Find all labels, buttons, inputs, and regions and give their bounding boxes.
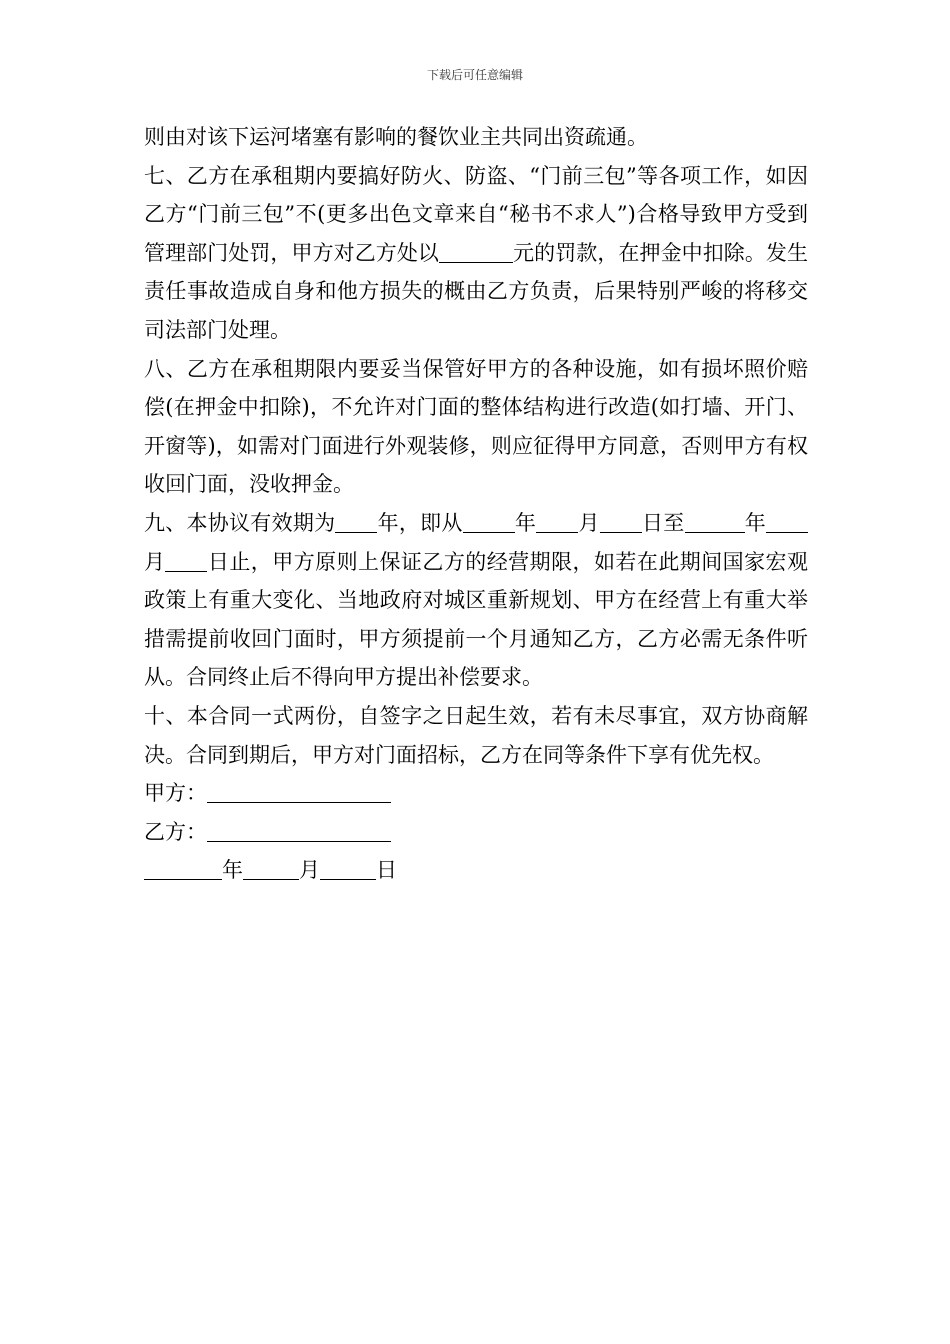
party-b-label: 乙方： [144,819,207,844]
party-b-signature [144,813,808,852]
sign-year-blank[interactable] [144,858,222,880]
term-years-blank[interactable] [335,511,377,533]
signing-date [144,851,808,890]
start-day-blank[interactable] [600,511,642,533]
end-year-blank[interactable] [685,511,745,533]
clause-9-text-h: 日止，甲方原则上保证乙方的经营期限，如若在此期间国家宏观政策上有重大变化、当地政府对城区重新规划、甲方在经营上有重大举措需提前收回门面时，甲方须提前一个月通知乙方，乙方必需无条件听从。合同终止后不得向甲方提出补偿要求。 [144,549,809,690]
clause-8 [144,350,808,504]
clause-9-text-g: 月 [144,549,166,574]
party-b-signature-blank[interactable] [207,820,391,842]
start-month-blank[interactable] [536,511,578,533]
clause-9-text-b: 年，即从 [377,510,463,535]
contract-body [144,118,808,890]
end-month-blank[interactable] [766,511,808,533]
start-year-blank[interactable] [463,511,515,533]
sign-year-label: 年 [222,858,243,883]
paragraph-continuation [144,118,808,157]
clause-7-text-b: 元的罚款，在押金中扣除。发生责任事故造成自身和他方损失的概由乙方负责，后果特别严峻的将移交司法部门处理。 [144,240,808,342]
clause-9-text-c: 年 [514,510,537,535]
party-a-label: 甲方： [144,781,207,806]
clause-8-text: 八、乙方在承租期限内要妥当保管好甲方的各种设施，如有损坏照价赔偿(在押金中扣除)，不允许对门面的整体结构进行改造(如打墙、开门、开窗等)，如需对门面进行外观装修，则应征得甲方同意，否则甲方有权收回门面，没收押金。 [144,356,808,497]
sign-day-label: 日 [376,858,397,883]
clause-9-text-e: 日至 [641,510,685,535]
fine-amount-blank[interactable] [439,241,513,263]
paragraph-text: 则由对该下运河堵塞有影响的餐饮业主共同出资疏通。 [144,125,648,149]
clause-9-text-d: 月 [578,510,600,535]
clause-10 [144,697,808,774]
party-a-signature [144,774,808,813]
clause-9 [144,504,808,697]
page-header: 下载后可任意编辑 [426,68,523,82]
clause-9-text-f: 年 [744,510,767,535]
sign-month-blank[interactable] [243,858,299,880]
end-day-blank[interactable] [165,550,207,572]
party-a-signature-blank[interactable] [207,781,391,803]
sign-month-label: 月 [299,858,320,883]
clause-7-text-a: 七、乙方在承租期内要搞好防火、防盗、“门前三包”等各项工作，如因乙方“门前三包”不(更多出色文章来自“秘书不求人”)合格导致甲方受到管理部门处罚，甲方对乙方处以 [144,163,808,265]
clause-7 [144,157,808,350]
clause-9-text-a: 九、本协议有效期为 [144,510,336,535]
clause-10-text: 十、本合同一式两份，自签字之日起生效，若有未尽事宜，双方协商解决。合同到期后，甲方对门面招标，乙方在同等条件下享有优先权。 [144,703,808,767]
sign-day-blank[interactable] [320,858,376,880]
